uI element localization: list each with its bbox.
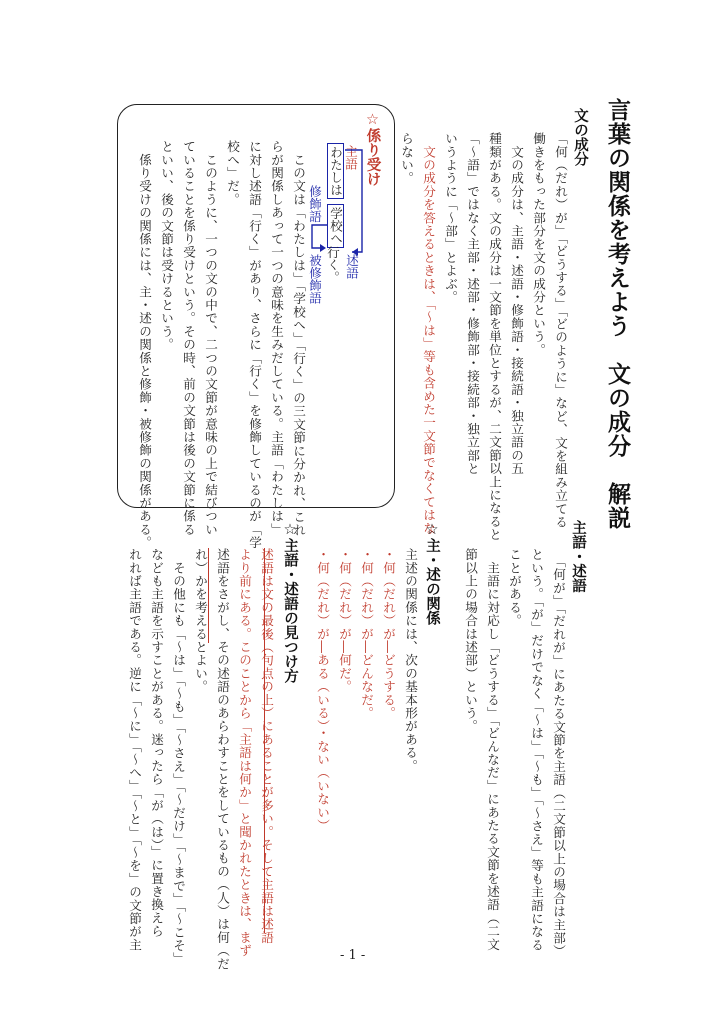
s4-line-3: 述語をさがし、その述語のあらわすことをしているもの（人）は何（だ <box>215 548 230 971</box>
arrow-shushokugo-to-hishushokugo <box>312 225 327 248</box>
s1-line-8: らない。 <box>399 132 414 185</box>
s1-line-5: 「〜語」ではなく主部・述部・修飾部・接続部・独立部と <box>465 132 480 476</box>
box-line-8: 係り受けの関係には、主・述の関係と修飾・被修飾の関係がある。 <box>137 140 152 550</box>
page-title: 言葉の関係を考えよう 文の成分 解説 <box>604 98 630 530</box>
box-line-1: この文は「わたしは」「学校へ」「行く」の三文節に分かれ、これ <box>291 140 306 537</box>
s3-intro: 主述の関係には、次の基本形がある。 <box>403 548 418 773</box>
arrow-shugo-to-jutsugo <box>345 150 362 252</box>
s3-pattern-1: ・何（だれ）が―どうする。 <box>381 548 396 720</box>
s4-line-5: その他にも「〜は」「〜も」「〜さえ」「〜だけ」「〜まで」「〜こそ」 <box>171 548 186 966</box>
s3-pattern-2: ・何（だれ）が―どんなだ。 <box>359 548 374 720</box>
diagram-label-shushokugo: 修飾語 <box>307 185 323 223</box>
kakariuke-heading: ☆係り受け <box>364 112 381 186</box>
s4-line-4: れ）かを考えるとよい。 <box>193 548 208 694</box>
s1-line-7: 文の成分を答えるときは、「〜は」等も含めた一文節でなくてはな <box>421 132 436 535</box>
diagram-label-shugo: 主語 <box>343 145 359 170</box>
s4-line-7: れれば主語である。逆に「〜に」「〜へ」「〜と」「〜を」の文節が主 <box>127 548 142 952</box>
box-line-6: ていることを係り受けという。その時、前の文節は後の文節に係る <box>181 140 196 536</box>
arrowhead-hishushokugo <box>320 244 326 252</box>
section-heading-bunnoseibun: 文の成分 <box>572 108 588 166</box>
s2-line-2: という。「が」だけでなく「〜は」「〜も」「〜さえ」等も主語になる <box>529 548 544 952</box>
s4-line-2: より前にある。このことから「主語は何か」と聞かれたときは、まず <box>237 548 252 958</box>
s2-line-4: 主語に対応し「どうする」「どんなだ」にあたる文節を述語（二文 <box>485 548 500 951</box>
s1-line-2: 働きをもった部分を文の成分という。 <box>531 132 546 357</box>
emphasis-rule-1 <box>264 548 265 933</box>
s1-line-4: 種類がある。文の成分は一文節を単位とするが、二文節以上になると <box>487 132 502 542</box>
box-line-7: といい、後の文節は受けるという。 <box>159 140 174 352</box>
section-heading-mitsukekata: ☆主語・述語の見つけ方 <box>282 522 298 683</box>
s1-line-1: 「何（だれ）が」「どうする」「どのように」など、文を組み立てる <box>553 132 568 529</box>
page-number: - 1 - <box>340 948 366 963</box>
section-heading-shugo-jutsugo: 主語・述語 <box>570 520 586 593</box>
s2-line-3: ことがある。 <box>507 548 522 628</box>
box-line-5: このように、一つの文の中で、二つの文節が意味の上で結びつい <box>203 140 218 536</box>
s3-pattern-3: ・何（だれ）が―何だ。 <box>337 548 352 694</box>
box-line-3: に対し述語「行く」があり、さらに「行く」を修飾しているのが「学 <box>247 140 262 550</box>
s2-line-1: 「何が」「だれが」にあたる文節を主語（二文節以上の場合は主部） <box>551 548 566 958</box>
diagram-label-jutsugo: 述語 <box>344 254 360 279</box>
s1-line-3: 文の成分は、主語・述語・修飾語・接続語・独立語の五 <box>509 132 524 476</box>
s1-line-6: いうように「〜部」とよぶ。 <box>443 132 458 304</box>
s2-line-5: 節以上の場合は述部）という。 <box>463 548 478 733</box>
s4-line-6: なども主語を示すことがある。迷ったら「が（は）」に置き換えら <box>149 548 164 938</box>
arrowhead-jutsugo <box>352 248 358 256</box>
diagram-word-gakkoue: 学校へ <box>327 204 344 248</box>
emphasis-rule-2 <box>208 548 209 643</box>
diagram-label-hishushokugo: 被修飾語 <box>307 254 323 304</box>
diagram-word-watashiwa: わたしは <box>327 143 344 199</box>
box-line-4: 校へ」だ。 <box>225 140 240 206</box>
section-heading-shujutsu-kankei: ☆主・述の関係 <box>424 522 440 625</box>
diagram-word-iku: 行く。 <box>325 246 341 284</box>
diagram-arrows <box>300 140 370 280</box>
s4-line-1: 述語は文の最後（句点の上）にあることが多い。そして主語は述語 <box>259 548 274 944</box>
s3-pattern-4: ・何（だれ）が―ある（いる）・ない（いない） <box>315 548 330 833</box>
box-line-2: らが関係しあって一つの意味を生みだしている。主語「わたしは」 <box>269 140 284 536</box>
